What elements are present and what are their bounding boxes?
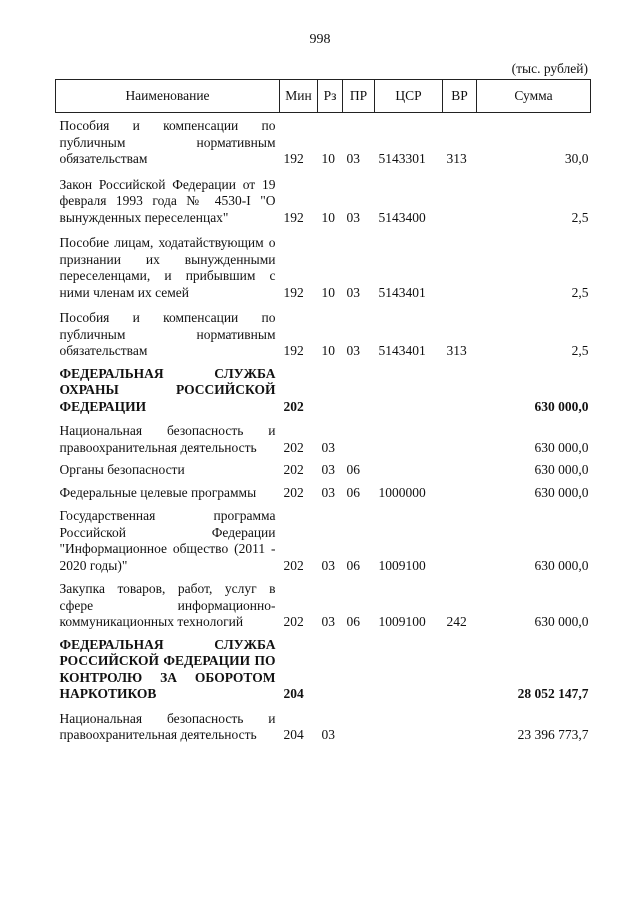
row-spacer: [56, 415, 591, 423]
row-min: 192: [283, 343, 304, 358]
row-csr: 1009100: [378, 557, 426, 573]
header-min: Мин: [280, 80, 318, 113]
table-row: [56, 711, 591, 744]
row-vr: 242: [446, 614, 467, 629]
row-rz: [318, 637, 343, 703]
page-number: 998: [309, 32, 331, 47]
row-sum: 630 000,0: [534, 614, 589, 629]
row-vr: 313: [446, 343, 467, 358]
header-sum: Сумма: [477, 80, 591, 113]
row-csr: [375, 366, 443, 416]
header-pr: ПР: [343, 80, 375, 113]
row-name: Органы безопасности: [59, 462, 185, 477]
section-row: [56, 637, 591, 703]
row-vr: [443, 423, 477, 456]
table-row: [56, 310, 591, 360]
table-body: [56, 113, 591, 744]
row-pr: 03: [346, 343, 360, 358]
row-vr: [443, 235, 477, 301]
row-sum: 630 000,0: [534, 484, 589, 500]
header-name: Наименование: [56, 80, 280, 113]
row-rz: 03: [321, 439, 335, 455]
row-rz: 03: [321, 462, 335, 477]
units-note: (тыс. рублей): [511, 61, 588, 76]
row-vr: [443, 711, 477, 744]
row-rz: 03: [321, 614, 335, 629]
table-row: [56, 118, 591, 168]
table-row: [56, 235, 591, 301]
row-rz: 10: [321, 343, 335, 358]
section-row: [56, 366, 591, 416]
row-spacer: [56, 226, 591, 235]
row-rz: 10: [321, 284, 335, 300]
table-row: [56, 485, 591, 502]
row-name: Закупка товаров, работ, услуг в сфере информационно-коммуникационных технологий: [59, 581, 276, 629]
row-min: 202: [283, 462, 304, 477]
row-spacer-cell: [56, 301, 591, 310]
row-pr: 06: [346, 614, 360, 629]
row-sum: 23 396 773,7: [517, 727, 589, 742]
row-sum: 630 000,0: [534, 462, 589, 477]
row-min: 202: [283, 557, 304, 573]
row-sum: 630 000,0: [534, 398, 589, 414]
row-vr: [443, 462, 477, 479]
row-csr: [375, 423, 443, 456]
budget-table: [55, 79, 591, 744]
row-name: Национальная безопасность и правоохранительная деятельность: [59, 423, 276, 455]
row-sum: 2,5: [571, 343, 589, 358]
row-rz: 03: [321, 484, 335, 500]
row-csr: [375, 637, 443, 703]
row-spacer-cell: [56, 168, 591, 177]
row-sum: 2,5: [571, 209, 589, 225]
row-name: Федеральные целевые программы: [59, 484, 257, 500]
row-csr: 5143400: [378, 209, 426, 225]
row-pr: [343, 423, 375, 456]
row-spacer: [56, 574, 591, 581]
row-vr: 313: [446, 151, 467, 166]
row-sum: 630 000,0: [534, 557, 589, 573]
row-rz: [318, 366, 343, 416]
row-spacer-cell: [56, 574, 591, 581]
row-spacer-cell: [56, 226, 591, 235]
row-min: 204: [283, 686, 304, 701]
row-name: Пособие лицам, ходатайствующим о признании их вынужденными переселенцами, и прибывшим с ними членам их семей: [59, 235, 276, 300]
row-csr: 5143401: [378, 343, 426, 358]
row-sum: 630 000,0: [534, 439, 589, 455]
row-min: 202: [283, 614, 304, 629]
row-name: Государственная программа Российской Федерации "Информационное общество (2011 - 2020 годы)": [59, 508, 276, 573]
row-csr: [375, 711, 443, 744]
row-name: Национальная безопасность и правоохранительная деятельность: [59, 710, 276, 742]
row-pr: [343, 366, 375, 416]
row-sum: 2,5: [571, 284, 589, 300]
row-pr: 03: [346, 284, 360, 300]
row-name: Закон Российской Федерации от 19 февраля 1993 года № 4530-I "О вынужденных переселенцах": [59, 176, 276, 225]
row-csr: 5143401: [378, 284, 426, 300]
row-pr: 06: [346, 484, 360, 500]
row-rz: 03: [321, 727, 335, 742]
row-pr: [343, 711, 375, 744]
row-sum: 28 052 147,7: [517, 686, 589, 701]
row-min: 202: [283, 484, 304, 500]
row-vr: [443, 637, 477, 703]
row-min: 204: [283, 727, 304, 742]
row-pr: 06: [346, 557, 360, 573]
row-pr: 03: [346, 209, 360, 225]
row-pr: [343, 637, 375, 703]
header-rz: Рз: [318, 80, 343, 113]
row-sum: 30,0: [564, 151, 589, 166]
header-csr: ЦСР: [375, 80, 443, 113]
row-min: 202: [283, 439, 304, 455]
row-spacer: [56, 703, 591, 711]
row-name: ФЕДЕРАЛЬНАЯ СЛУЖБА РОССИЙСКОЙ ФЕДЕРАЦИИ ПО КОНТРОЛЮ ЗА ОБОРОТОМ НАРКОТИКОВ: [59, 636, 276, 701]
row-spacer-cell: [56, 501, 591, 508]
row-spacer-cell: [56, 703, 591, 711]
row-min: 202: [283, 398, 304, 414]
row-rz: 10: [321, 151, 335, 166]
header-vr: ВР: [443, 80, 477, 113]
row-name: ФЕДЕРАЛЬНАЯ СЛУЖБА ОХРАНЫ РОССИЙСКОЙ ФЕДЕРАЦИИ: [59, 365, 276, 414]
row-spacer: [56, 301, 591, 310]
row-csr: 5143301: [378, 151, 426, 166]
row-vr: [443, 508, 477, 574]
row-rz: 03: [321, 557, 335, 573]
row-min: 192: [283, 151, 304, 166]
row-min: 192: [283, 284, 304, 300]
row-csr: 1000000: [378, 484, 426, 500]
table-row: [56, 462, 591, 479]
row-pr: 03: [346, 151, 360, 166]
row-csr: [375, 462, 443, 479]
table-row: [56, 177, 591, 227]
row-spacer-cell: [56, 415, 591, 423]
row-vr: [443, 177, 477, 227]
row-name: Пособия и компенсации по публичным нормативным обязательствам: [59, 118, 276, 166]
row-name: Пособия и компенсации по публичным нормативным обязательствам: [59, 310, 276, 358]
table-header: [56, 80, 591, 113]
row-pr: 06: [346, 462, 360, 477]
row-csr: 1009100: [378, 614, 426, 629]
row-rz: 10: [321, 209, 335, 225]
row-min: 192: [283, 209, 304, 225]
row-vr: [443, 485, 477, 502]
table-row: [56, 581, 591, 631]
table-row: [56, 423, 591, 456]
table-row: [56, 508, 591, 574]
row-vr: [443, 366, 477, 416]
row-spacer: [56, 168, 591, 177]
row-spacer: [56, 501, 591, 508]
